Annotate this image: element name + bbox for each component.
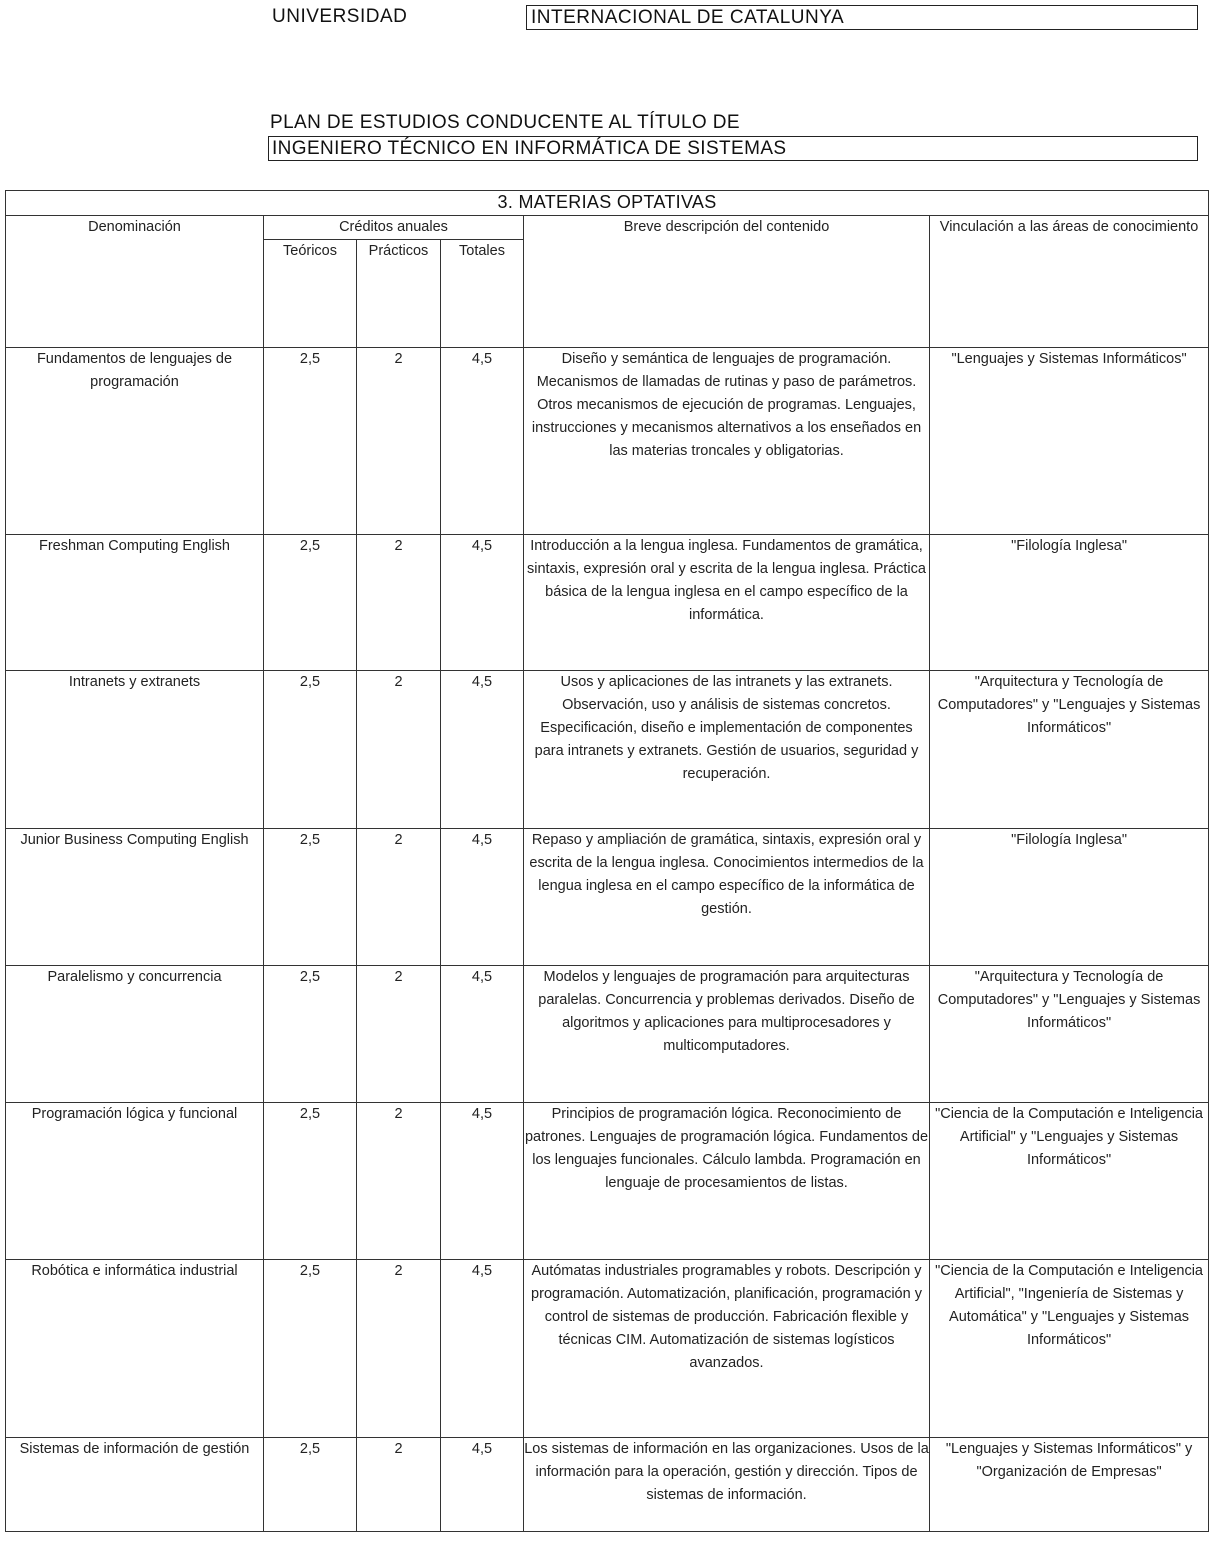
subject-name: Intranets y extranets [6, 671, 264, 829]
table-row [6, 348, 1209, 535]
creditos-totales: 4,5 [441, 1438, 524, 1532]
table-header-row [6, 216, 1209, 240]
universidad-name-box: INTERNACIONAL DE CATALUNYA [526, 5, 1198, 30]
subject-description: Autómatas industriales programables y robots. Descripción y programación. Automatización, planificación, programación y control de sistemas de producción. Fabricación flexible y técnicas CIM. Automatización de sistemas logísticos avanzados. [524, 1260, 930, 1438]
knowledge-area: "Lenguajes y Sistemas Informáticos" y "Organización de Empresas" [930, 1438, 1209, 1532]
subject-description: Usos y aplicaciones de las intranets y las extranets. Observación, uso y análisis de sistemas concretos. Especificación, diseño e implementación de componentes para intranets y extranets. Gestión de usuarios, seguridad y recuperación. [524, 671, 930, 829]
creditos-totales: 4,5 [441, 966, 524, 1103]
creditos-teoricos: 2,5 [264, 1260, 357, 1438]
knowledge-area: "Filología Inglesa" [930, 535, 1209, 671]
subject-description: Diseño y semántica de lenguajes de programación. Mecanismos de llamadas de rutinas y paso de parámetros. Otros mecanismos de ejecución de programas. Lenguajes, instrucciones y mecanismos alternativos a los enseñados en las materias troncales y obligatorias. [524, 348, 930, 535]
subject-description: Principios de programación lógica. Reconocimiento de patrones. Lenguajes de programación lógica. Fundamentos de los lenguajes funcionales. Cálculo lambda. Programación en lenguaje de procesamientos de listas. [524, 1103, 930, 1260]
table-row [6, 1260, 1209, 1438]
subject-name: Sistemas de información de gestión [6, 1438, 264, 1532]
header-vinculacion: Vinculación a las áreas de conocimiento [930, 216, 1209, 348]
creditos-practicos: 2 [357, 966, 441, 1103]
knowledge-area: "Arquitectura y Tecnología de Computadores" y "Lenguajes y Sistemas Informáticos" [930, 966, 1209, 1103]
creditos-teoricos: 2,5 [264, 1438, 357, 1532]
header-practicos: Prácticos [357, 240, 441, 348]
creditos-totales: 4,5 [441, 535, 524, 671]
creditos-practicos: 2 [357, 1103, 441, 1260]
creditos-teoricos: 2,5 [264, 671, 357, 829]
creditos-totales: 4,5 [441, 671, 524, 829]
subject-description: Introducción a la lengua inglesa. Fundamentos de gramática, sintaxis, expresión oral y escrita de la lengua inglesa. Práctica básica de la lengua inglesa en el campo específico de la informática. [524, 535, 930, 671]
subject-description: Repaso y ampliación de gramática, sintaxis, expresión oral y escrita de la lengua inglesa. Conocimientos intermedios de la lengua inglesa en el campo específico de la informática de gestión. [524, 829, 930, 966]
creditos-totales: 4,5 [441, 1260, 524, 1438]
subject-name: Junior Business Computing English [6, 829, 264, 966]
table-row [6, 1438, 1209, 1532]
knowledge-area: "Arquitectura y Tecnología de Computadores" y "Lenguajes y Sistemas Informáticos" [930, 671, 1209, 829]
creditos-practicos: 2 [357, 671, 441, 829]
knowledge-area: "Filología Inglesa" [930, 829, 1209, 966]
creditos-teoricos: 2,5 [264, 348, 357, 535]
optional-subjects-table [5, 190, 1209, 1532]
table-row [6, 1103, 1209, 1260]
table-row [6, 966, 1209, 1103]
table-row [6, 671, 1209, 829]
knowledge-area: "Ciencia de la Computación e Inteligencia Artificial" y "Lenguajes y Sistemas Informáticos" [930, 1103, 1209, 1260]
table-row [6, 829, 1209, 966]
knowledge-area: "Ciencia de la Computación e Inteligencia Artificial", "Ingeniería de Sistemas y Automática" y "Lenguajes y Sistemas Informáticos" [930, 1260, 1209, 1438]
creditos-practicos: 2 [357, 829, 441, 966]
plan-heading: PLAN DE ESTUDIOS CONDUCENTE AL TÍTULO DE [270, 112, 740, 133]
header-totales: Totales [441, 240, 524, 348]
creditos-totales: 4,5 [441, 829, 524, 966]
creditos-practicos: 2 [357, 535, 441, 671]
creditos-teoricos: 2,5 [264, 829, 357, 966]
creditos-practicos: 2 [357, 348, 441, 535]
subject-name: Fundamentos de lenguajes de programación [6, 348, 264, 535]
header-teoricos: Teóricos [264, 240, 357, 348]
creditos-teoricos: 2,5 [264, 966, 357, 1103]
table-title: 3. MATERIAS OPTATIVAS [6, 191, 1209, 216]
subject-description: Modelos y lenguajes de programación para arquitecturas paralelas. Concurrencia y problemas derivados. Diseño de algoritmos y aplicaciones para multiprocesadores y multicomputadores. [524, 966, 930, 1103]
degree-title-box: INGENIERO TÉCNICO EN INFORMÁTICA DE SISTEMAS [268, 136, 1198, 161]
header-descripcion: Breve descripción del contenido [524, 216, 930, 348]
creditos-teoricos: 2,5 [264, 1103, 357, 1260]
creditos-practicos: 2 [357, 1260, 441, 1438]
table-banner-row [6, 191, 1209, 216]
subject-name: Robótica e informática industrial [6, 1260, 264, 1438]
creditos-practicos: 2 [357, 1438, 441, 1532]
table-row [6, 535, 1209, 671]
subject-description: Los sistemas de información en las organizaciones. Usos de la información para la operación, gestión y dirección. Tipos de sistemas de información. [524, 1438, 930, 1532]
creditos-totales: 4,5 [441, 1103, 524, 1260]
header-creditos-anuales: Créditos anuales [264, 216, 524, 240]
header-denominacion: Denominación [6, 216, 264, 348]
creditos-totales: 4,5 [441, 348, 524, 535]
creditos-teoricos: 2,5 [264, 535, 357, 671]
subject-name: Paralelismo y concurrencia [6, 966, 264, 1103]
subject-name: Programación lógica y funcional [6, 1103, 264, 1260]
knowledge-area: "Lenguajes y Sistemas Informáticos" [930, 348, 1209, 535]
subject-name: Freshman Computing English [6, 535, 264, 671]
universidad-label: UNIVERSIDAD [272, 6, 408, 27]
